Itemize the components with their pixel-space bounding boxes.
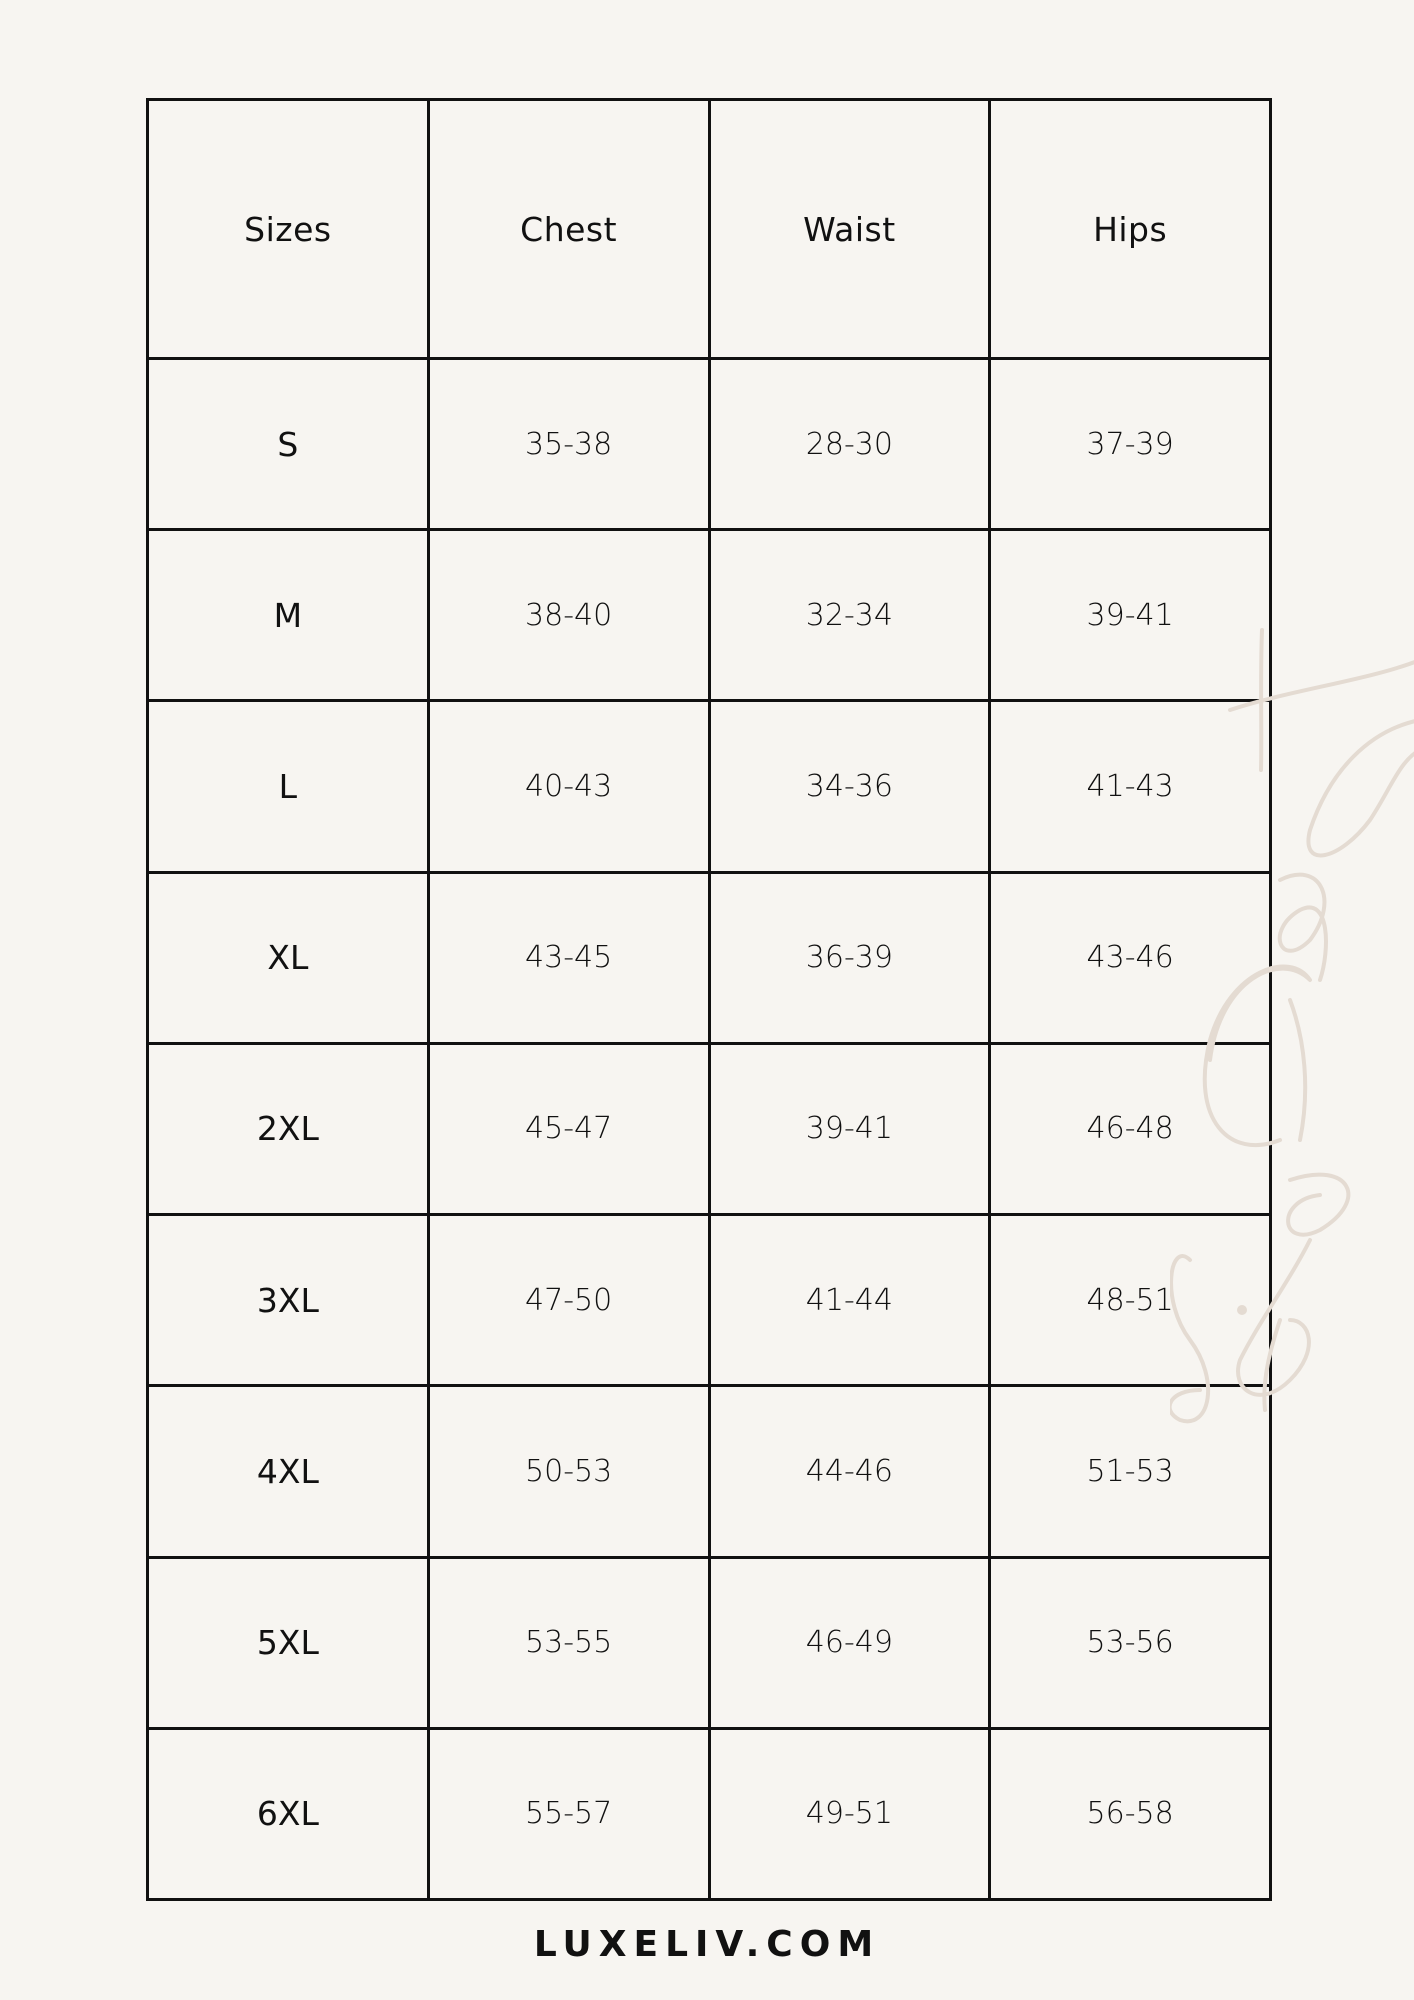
size-cell: XL (148, 872, 429, 1043)
hips-cell: 37-39 (990, 359, 1271, 530)
header-hips: Hips (990, 100, 1271, 359)
waist-cell: 39-41 (709, 1043, 990, 1214)
table-row (148, 1557, 1271, 1728)
size-cell: L (148, 701, 429, 872)
waist-cell: 41-44 (709, 1215, 990, 1386)
chest-cell: 45-47 (428, 1043, 709, 1214)
table-row (148, 1728, 1271, 1899)
table-row (148, 1386, 1271, 1557)
size-cell: M (148, 530, 429, 701)
size-cell: 3XL (148, 1215, 429, 1386)
size-cell: 5XL (148, 1557, 429, 1728)
hips-cell: 39-41 (990, 530, 1271, 701)
hips-cell: 43-46 (990, 872, 1271, 1043)
hips-cell: 53-56 (990, 1557, 1271, 1728)
size-cell: S (148, 359, 429, 530)
waist-cell: 46-49 (709, 1557, 990, 1728)
table-row (148, 1043, 1271, 1214)
waist-cell: 44-46 (709, 1386, 990, 1557)
chest-cell: 35-38 (428, 359, 709, 530)
waist-cell: 32-34 (709, 530, 990, 701)
size-cell: 6XL (148, 1728, 429, 1899)
size-cell: 2XL (148, 1043, 429, 1214)
waist-cell: 49-51 (709, 1728, 990, 1899)
chest-cell: 43-45 (428, 872, 709, 1043)
table-row (148, 1215, 1271, 1386)
size-cell: 4XL (148, 1386, 429, 1557)
table-row (148, 701, 1271, 872)
hips-cell: 41-43 (990, 701, 1271, 872)
hips-cell: 48-51 (990, 1215, 1271, 1386)
site-url[interactable]: LUXELIV.COM (533, 1924, 881, 1965)
table-row (148, 530, 1271, 701)
chest-cell: 47-50 (428, 1215, 709, 1386)
header-chest: Chest (428, 100, 709, 359)
waist-cell: 34-36 (709, 701, 990, 872)
header-row (148, 100, 1271, 359)
chest-cell: 38-40 (428, 530, 709, 701)
header-sizes: Sizes (148, 100, 429, 359)
chest-cell: 50-53 (428, 1386, 709, 1557)
hips-cell: 56-58 (990, 1728, 1271, 1899)
chest-cell: 55-57 (428, 1728, 709, 1899)
table-row (148, 359, 1271, 530)
size-chart-table (146, 98, 1272, 1901)
table-row (148, 872, 1271, 1043)
hips-cell: 51-53 (990, 1386, 1271, 1557)
chest-cell: 53-55 (428, 1557, 709, 1728)
waist-cell: 28-30 (709, 359, 990, 530)
hips-cell: 46-48 (990, 1043, 1271, 1214)
chest-cell: 40-43 (428, 701, 709, 872)
waist-cell: 36-39 (709, 872, 990, 1043)
header-waist: Waist (709, 100, 990, 359)
